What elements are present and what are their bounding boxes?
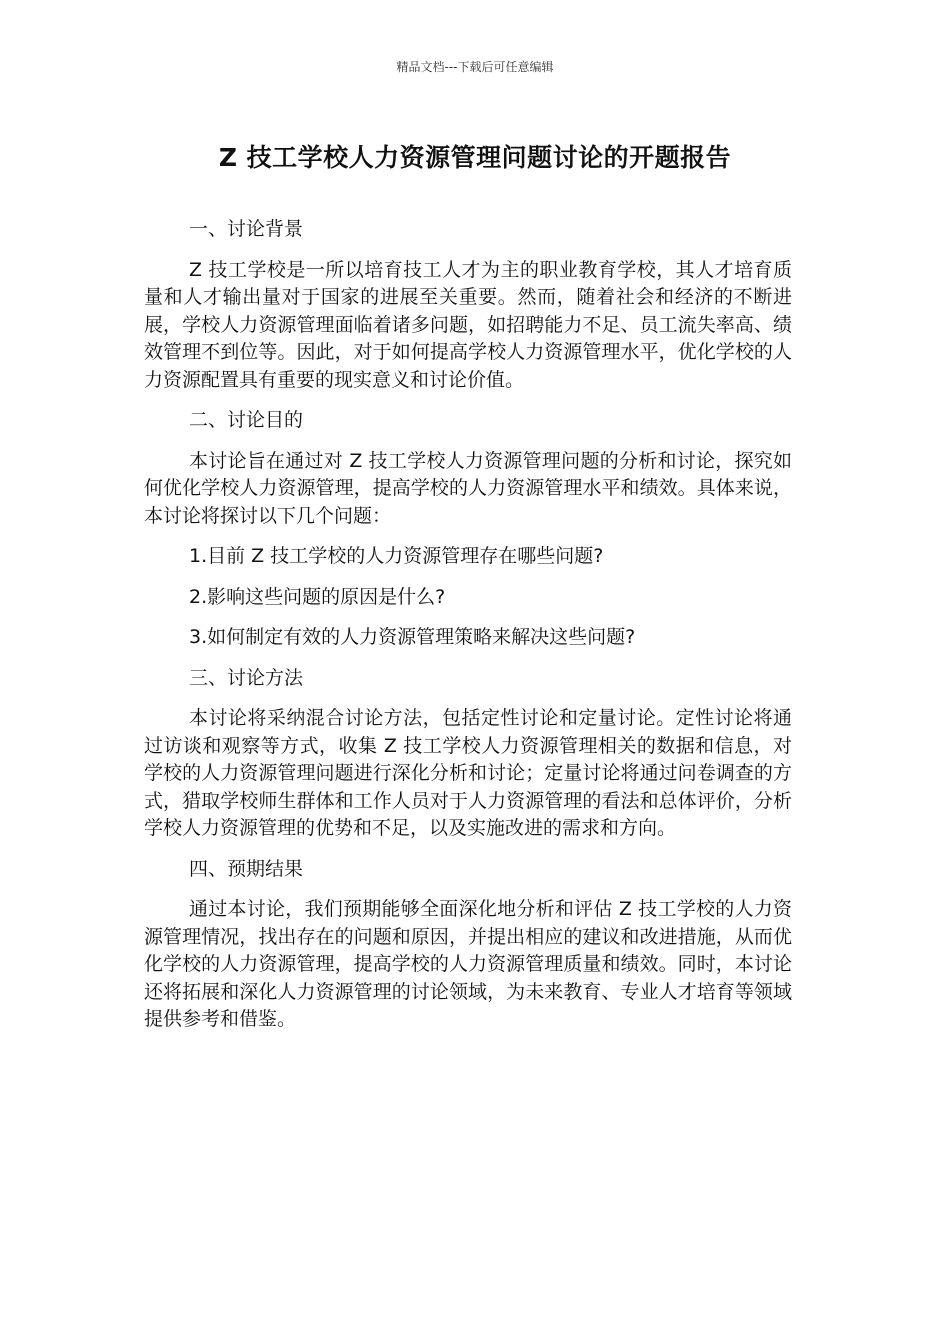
- paragraph-purpose: 本讨论旨在通过对 Z 技工学校人力资源管理问题的分析和讨论，探究如何优化学校人力资源管理，提高学校的人力资源管理水平和绩效。具体来说，本讨论将探讨以下几个问题：: [144, 449, 792, 527]
- question-item-2: 2.影响这些问题的原因是什么?: [189, 585, 446, 608]
- section-heading-results: 四、预期结果: [189, 857, 304, 880]
- page-header: 精品文档---下载后可任意编辑: [396, 60, 554, 74]
- section-heading-background: 一、讨论背景: [189, 218, 304, 240]
- document-body: [144, 216, 792, 1047]
- paragraph-method: 本讨论将采纳混合讨论方法，包括定性讨论和定量讨论。定性讨论将通过访谈和观察等方式，收集 Z 技工学校人力资源管理相关的数据和信息，对学校的人力资源管理问题进行深化分析和讨论；定量讨论将通过问卷调查的方式，猎取学校师生群体和工作人员对于人力资源管理的看法和总体评价，分析学校人力资源管理的优势和不足，以及实施改进的需求和方向。: [144, 707, 792, 839]
- section-heading-method: 三、讨论方法: [189, 666, 304, 689]
- paragraph-results: 通过本讨论，我们预期能够全面深化地分析和评估 Z 技工学校的人力资源管理情况，找出存在的问题和原因，并提出相应的建议和改进措施，从而优化学校的人力资源管理，提高学校的人力资源管理质量和绩效。同时，本讨论还将拓展和深化人力资源管理的讨论领域，为未来教育、专业人才培育等领域提供参考和借鉴。: [144, 898, 792, 1030]
- question-item-3: 3.如何制定有效的人力资源管理策略来解决这些问题?: [189, 626, 636, 648]
- document-title: Z 技工学校人力资源管理问题讨论的开题报告: [218, 143, 732, 172]
- question-item-1: 1.目前 Z 技工学校的人力资源管理存在哪些问题?: [189, 545, 604, 567]
- section-heading-purpose: 二、讨论目的: [189, 409, 304, 431]
- paragraph-background: Z 技工学校是一所以培育技工人才为主的职业教育学校，其人才培育质量和人才输出量对于国家的进展至关重要。然而，随着社会和经济的不断进展，学校人力资源管理面临着诸多问题，如招聘能力不足、员工流失率高、绩效管理不到位等。因此，对于如何提高学校人力资源管理水平，优化学校的人力资源配置具有重要的现实意义和讨论价值。: [144, 258, 792, 391]
